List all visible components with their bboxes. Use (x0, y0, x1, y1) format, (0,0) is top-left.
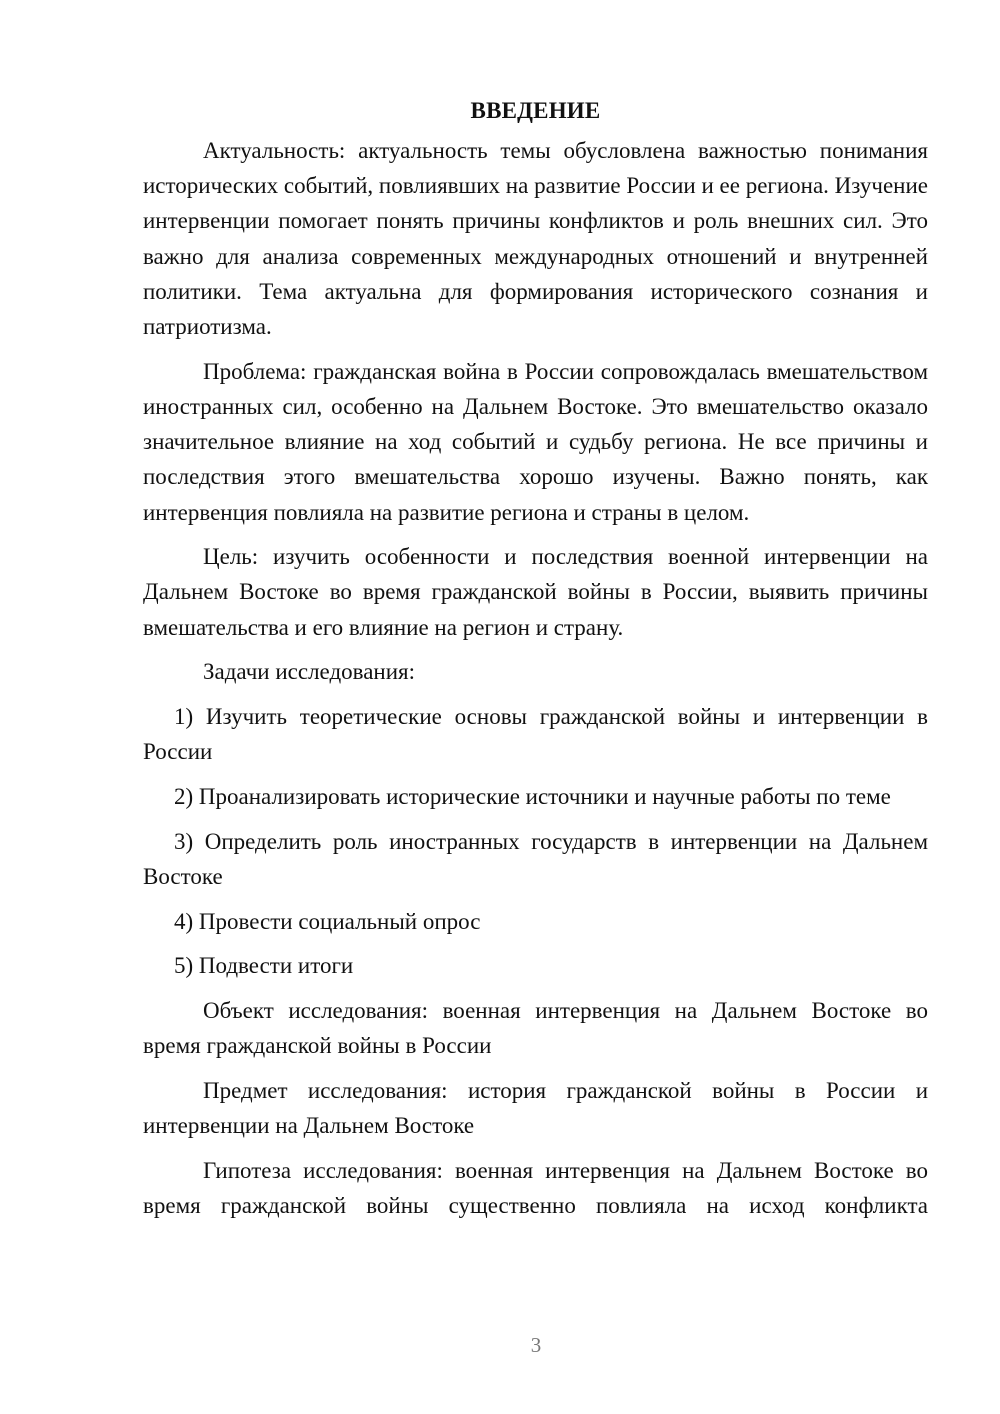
task-item-2: 2) Проанализировать исторические источники и научные работы по теме (174, 783, 891, 809)
relevance-paragraph: Актуальность: актуальность темы обусловлена важностью понимания исторических событий, повлиявших на развитие России и ее региона. Изучение интервенции помогает понять причины конфликтов и роль внешних сил. Это важно для анализа современных международных отношений и внутренней политики. Тема актуальна для формирования исторического сознания и патриотизма. (143, 138, 928, 340)
tasks-heading: Задачи исследования: (203, 659, 416, 685)
task-item-4: 4) Провести социальный опрос (174, 908, 481, 934)
goal-paragraph: Цель: изучить особенности и последствия военной интервенции на Дальнем Востоке во время гражданской войны в России, выявить причины вмешательства и его влияние на регион и страну. (143, 544, 928, 640)
document-page (143, 97, 928, 1233)
page-title: ВВЕДЕНИЕ (470, 98, 601, 123)
page-number: 3 (530, 1333, 542, 1357)
task-item-3: 3) Определить роль иностранных государств в интервенции на Дальнем Востоке (143, 828, 928, 889)
hypothesis-paragraph: Гипотеза исследования: военная интервенция на Дальнем Востоке во время гражданской войны существенно повлияла на исход конфликта (143, 1157, 928, 1218)
subject-paragraph: Предмет исследования: история гражданской войны в России и интервенции на Дальнем Востоке (143, 1077, 928, 1139)
problem-paragraph: Проблема: гражданская война в России сопровождалась вмешательством иностранных сил, особенно на Дальнем Востоке. Это вмешательство оказало значительное влияние на ход событий и судьбу региона. Не все причины и последствия этого вмешательства хорошо изучены. Важно понять, как интервенция повлияла на развитие региона и страны в целом. (143, 358, 928, 525)
task-item-5: 5) Подвести итоги (174, 953, 354, 979)
object-paragraph: Объект исследования: военная интервенция на Дальнем Востоке во время гражданской войны в России (143, 997, 928, 1059)
task-item-1: 1) Изучить теоретические основы гражданской войны и интервенции в России (143, 704, 928, 765)
